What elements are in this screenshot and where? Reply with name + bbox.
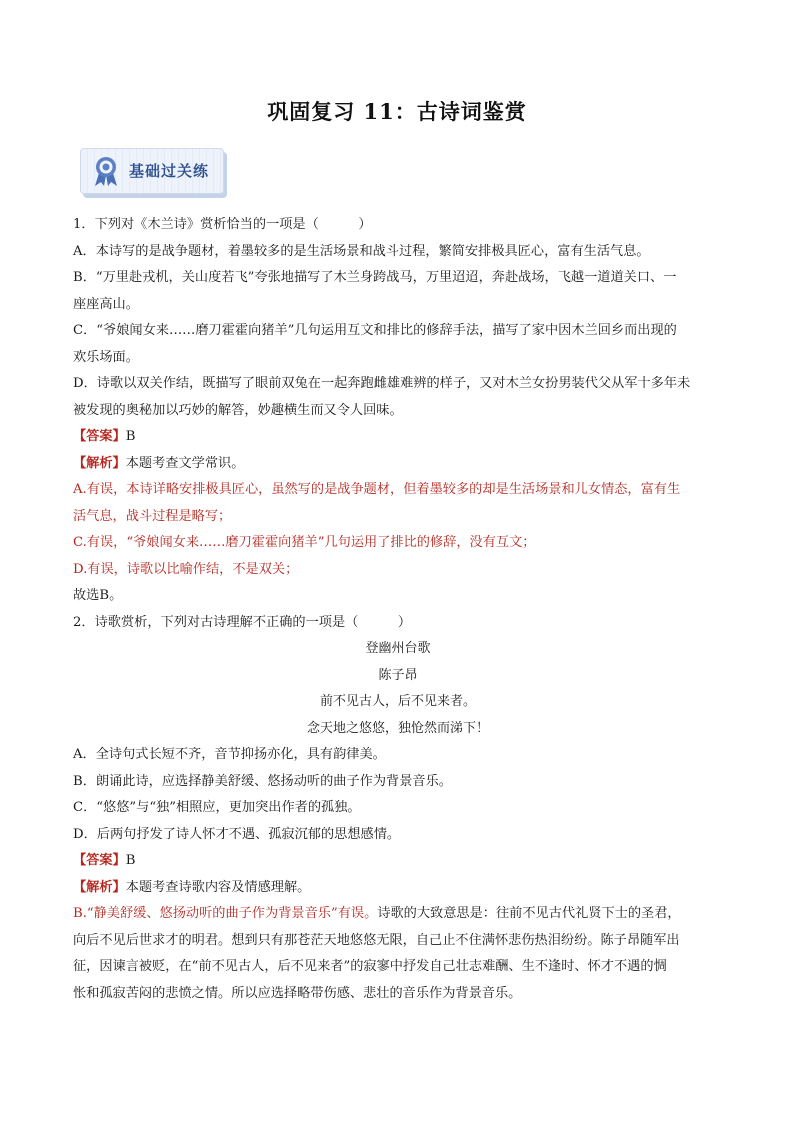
q1-option-d: D．诗歌以双关作结，既描写了眼前双兔在一起奔跑雌雄难辨的样子，又对木兰女扮男装代父从军十多年未 — [73, 376, 691, 391]
answer-tag: 【答案】 — [73, 429, 126, 444]
answer-value: B — [125, 429, 136, 444]
answer-tag: 【答案】 — [73, 853, 126, 868]
q2-analysis — [73, 875, 723, 902]
q1-option-b-cont: 座座高山。 — [73, 296, 139, 312]
q1-stem: 1．下列对《木兰诗》赏析恰当的一项是（ ） — [73, 217, 372, 232]
poem-line-2: 念天地之悠悠，独怆然而涕下！ — [306, 720, 489, 736]
q1-explain-d: D.有误，诗歌以比喻作结，不是双关； — [73, 561, 299, 577]
q2-explain-line-2: 向后不见后世求才的明君。想到只有那苍茫天地悠悠无限，自己止不住满怀悲伤热泪纷纷。陈子昂随军出 — [73, 932, 680, 948]
q2-answer — [73, 848, 723, 875]
q2-explain-line-3: 征，因谏言被贬，在“前不见古人，后不见来者”的寂寥中抒发自己壮志难酬、生不逢时、怀才不遇的惆 — [73, 959, 667, 974]
q2-option-b: B．朗诵此诗，应选择静美舒缓、悠扬动听的曲子作为背景音乐。 — [73, 773, 452, 789]
page-title: 巩固复习 11：古诗词鉴赏 — [267, 99, 527, 124]
q2-explain-b-error: B.“静美舒缓、悠扬动听的曲子作为背景音乐”有误。 — [73, 906, 378, 921]
q1-option-a: A．本诗写的是战争题材，着墨较多的是生活场景和战斗过程，繁简安排极具匠心，富有生活气息。 — [73, 243, 650, 259]
q2-stem: 2．诗歌赏析，下列对古诗理解不正确的一项是（ ） — [73, 614, 412, 630]
poem-author: 陈子昂 — [378, 667, 418, 683]
q1-option-c-cont: 欢乐场面。 — [73, 349, 139, 365]
question-content — [73, 212, 723, 1007]
analysis-text: 本题考查文学常识。 — [125, 455, 245, 471]
q2-explain-b-meaning: 诗歌的大致意思是：往前不见古代礼贤下士的圣君， — [377, 906, 681, 921]
section-badge-label: 基础过关练 — [129, 162, 210, 180]
q2-option-c: C．“悠悠”与“独”相照应，更加突出作者的孤独。 — [73, 800, 361, 815]
q1-option-d-cont: 被发现的奥秘加以巧妙的解答，妙趣横生而又令人回味。 — [73, 402, 403, 418]
analysis-tag: 【解析】 — [73, 879, 126, 895]
q1-explain-a-cont: 活气息，战斗过程是略写； — [73, 508, 232, 524]
poem-line-1: 前不见古人，后不见来者。 — [319, 694, 476, 709]
q1-explain-c: C.有误，“爷娘闻女来……磨刀霍霍向猪羊”几句运用了排比的修辞，没有互文； — [73, 535, 536, 550]
poem-title: 登幽州台歌 — [365, 641, 431, 656]
q1-option-c: C．“爷娘闻女来……磨刀霍霍向猪羊”几句运用互文和排比的修辞手法，描写了家中因木兰回乡而出现的 — [73, 323, 677, 338]
answer-value: B — [125, 853, 136, 868]
analysis-tag: 【解析】 — [73, 455, 126, 471]
q1-answer — [73, 424, 723, 451]
q1-explain-a: A.有误，本诗详略安排极具匠心，虽然写的是战争题材，但着墨较多的却是生活场景和儿女情态，富有生 — [73, 482, 681, 497]
q2-option-d: D．后两句抒发了诗人怀才不遇、孤寂沉郁的思想感情。 — [73, 826, 401, 842]
q2-explain-b — [73, 901, 723, 928]
q1-conclusion: 故选B。 — [73, 588, 123, 603]
award-ribbon-icon — [91, 155, 121, 187]
q1-analysis — [73, 451, 723, 478]
analysis-text: 本题考查诗歌内容及情感理解。 — [125, 879, 311, 895]
q2-explain-line-4: 怅和孤寂苦闷的悲愤之情。所以应选择略带伤感、悲壮的音乐作为背景音乐。 — [73, 985, 522, 1001]
section-badge — [80, 148, 224, 194]
q2-option-a: A．全诗句式长短不齐，音节抑扬亦化，具有韵律美。 — [73, 747, 386, 762]
q1-option-b: B．“万里赴戎机，关山度若飞”夸张地描写了木兰身跨战马，万里迢迢，奔赴战场，飞越一道道关口、一 — [73, 270, 677, 285]
